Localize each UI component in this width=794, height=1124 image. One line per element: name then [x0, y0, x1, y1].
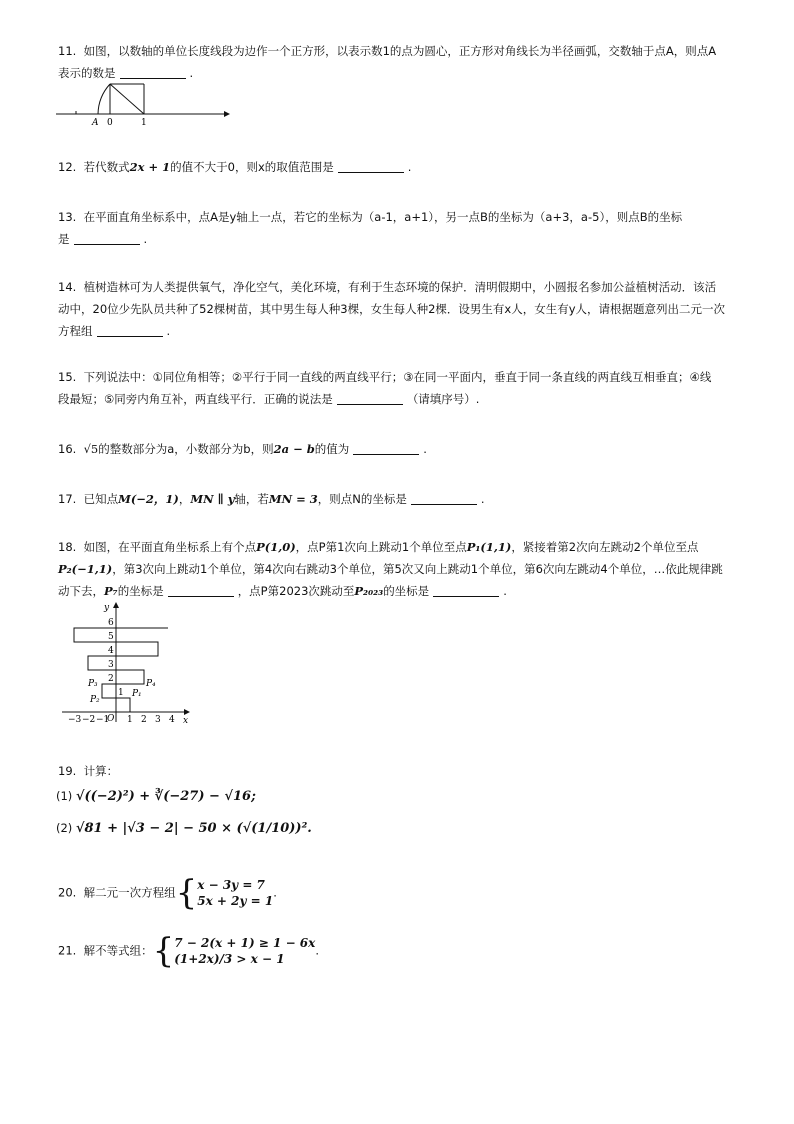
question-number: 19.	[58, 764, 77, 778]
answer-blank	[338, 158, 404, 173]
math-expression: 2a − b	[273, 442, 315, 456]
tick-0-label: 0	[107, 118, 113, 128]
question-text: ，点P第1次向上跳动1个单位至点	[295, 540, 467, 554]
punctuation: .	[273, 885, 277, 900]
math-expression: √((−2)²) + ∛(−27) − √16;	[75, 789, 256, 804]
question-text: 动下去，	[58, 584, 104, 598]
question-19-part-2	[56, 818, 746, 839]
question-12: 12. 若代数式2x + 1的值不大于0，则x的取值范围是 .	[58, 160, 412, 174]
part-label: (1)	[56, 789, 73, 803]
question-number: 17.	[58, 492, 77, 506]
question-text: 已知点	[83, 492, 119, 506]
question-text: 若代数式	[83, 160, 130, 174]
question-19-part-1	[56, 786, 746, 807]
x-tick-label: −3	[68, 715, 82, 725]
y-axis-label: y	[104, 603, 110, 613]
point-label: P₂	[90, 695, 100, 705]
question-text: 下列说法中：①同位角相等；②平行于同一直线的两直线平行；③在同一平面内，垂直于同一条直线的两直线互相垂直；④线	[83, 370, 712, 384]
math-point: P₇	[104, 584, 118, 598]
question-11: 11. 如图，以数轴的单位长度线段为边作一个正方形，以表示数1的点为圆心，正方形对角线长为半径画弧，交数轴于点A，则点A 表示的数是 .	[58, 44, 717, 80]
question-number: 12.	[58, 160, 77, 174]
answer-blank	[168, 582, 234, 597]
question-number: 20.	[58, 885, 77, 900]
question-text: ，紧接着第2次向左跳动2个单位至点	[511, 540, 699, 554]
x-tick-label: 3	[155, 715, 161, 725]
question-text: 在平面直角坐标系中，点A是y轴上一点，若它的坐标为（a-1，a+1），另一点B的坐标为（a+3，a-5），则点B的坐标	[83, 210, 683, 224]
x-tick-label: 1	[127, 715, 133, 725]
row-label: 4	[108, 646, 114, 656]
answer-blank	[97, 322, 163, 337]
equation-system	[197, 877, 273, 909]
question-19	[58, 760, 748, 782]
answer-blank	[74, 230, 140, 245]
row-label: 6	[108, 618, 114, 628]
row-label: 5	[108, 632, 114, 642]
question-20	[58, 873, 748, 913]
math-parallel: MN ∥ y	[190, 492, 235, 506]
row-label: 1	[118, 688, 124, 698]
question-text: 表示的数是	[58, 66, 116, 80]
math-point: P₂(−1,1)	[58, 562, 113, 576]
question-text: 的值为	[314, 442, 350, 456]
question-14: 14. 植树造林可为人类提供氧气，净化空气，美化环境，有利于生态环境的保护．清明假期中，小圆报名参加公益植树活动．该活 动中，20位少先队员共种了52棵树苗，其中男生每人种3棵，女生每人种2棵．设男生有x人，女生有y人，请根据题意列出二元一次 方程组 .	[58, 276, 748, 342]
question-text: 如图，在平面直角坐标系上有个点	[83, 540, 257, 554]
math-point: P₂₀₂₃	[354, 584, 384, 598]
inequality: (1+2x)/3 > x − 1	[174, 952, 285, 966]
point-label: P₁	[132, 689, 142, 699]
question-number: 13.	[58, 210, 77, 224]
question-text: 植树造林可为人类提供氧气，净化空气，美化环境，有利于生态环境的保护．清明假期中，小圆报名参加公益植树活动．该活	[83, 280, 717, 294]
question-text: 的坐标是	[117, 584, 164, 598]
math-point-m: M(−2，1)	[118, 492, 179, 506]
x-tick-label: 4	[169, 715, 175, 725]
jump-path	[74, 628, 168, 712]
origin-label: O	[107, 714, 115, 724]
x-axis-label: x	[183, 716, 189, 726]
question-text: 的整数部分为a，小数部分为b，则	[98, 442, 274, 456]
row-label: 2	[108, 674, 114, 684]
question-text: ，则点N的坐标是	[317, 492, 407, 506]
sqrt-expression: √5	[83, 442, 99, 456]
answer-blank	[120, 64, 186, 79]
question-text: （请填序号）.	[406, 392, 480, 406]
question-text: 段最短；⑤同旁内角互补，两直线平行．正确的说法是	[58, 392, 333, 406]
left-brace: {	[152, 931, 175, 971]
point-label: P₃	[88, 679, 98, 689]
row-label: 3	[108, 660, 114, 670]
question-text: 解不等式组：	[83, 943, 153, 958]
question-number: 11.	[58, 44, 77, 58]
x-tick-label: −2	[82, 715, 96, 725]
answer-blank	[353, 440, 419, 455]
question-text: ，第3次向上跳动1个单位，第4次向右跳动3个单位，第5次又向上跳动1个单位，第6次向左跳动4个单位，…依此规律跳	[112, 562, 723, 576]
answer-blank	[411, 490, 477, 505]
jump-path-figure	[58, 600, 198, 726]
question-number: 21.	[58, 943, 77, 958]
equation: 5x + 2y = 1	[197, 894, 274, 908]
question-15	[58, 366, 748, 410]
question-17: 17. 已知点M(−2，1)，MN ∥ y轴，若MN = 3，则点N的坐标是 .	[58, 492, 485, 506]
question-number: 15.	[58, 370, 77, 384]
question-text: 的值不大于0，则x的取值范围是	[170, 160, 334, 174]
question-text: ，点P第2023次跳动至	[237, 584, 355, 598]
question-18: 18. 如图，在平面直角坐标系上有个点P(1,0)，点P第1次向上跳动1个单位至点P₁(1,1)，紧接着第2次向左跳动2个单位至点 P₂(−1,1)，第3次向上跳动1个单位，第4次向右跳动3个单位，第5次又向上跳动1个单位，第6次向左跳动4个单位，…依此规律跳 动下去，P₇的坐标是 ，点P第2023次跳动至P₂₀₂₃的坐标是 .	[58, 540, 723, 598]
answer-blank	[433, 582, 499, 597]
question-number: 18.	[58, 540, 77, 554]
x-tick-label: −1	[96, 715, 110, 725]
question-13: 13. 在平面直角坐标系中，点A是y轴上一点，若它的坐标为（a-1，a+1），另一点B的坐标为（a+3，a-5），则点B的坐标 是 .	[58, 210, 683, 246]
question-text: 方程组	[58, 324, 93, 338]
question-number: 16.	[58, 442, 77, 456]
inequality: 7 − 2(x + 1) ≥ 1 − 6x	[174, 936, 316, 950]
question-text: 轴，若	[234, 492, 269, 506]
math-point: P(1,0)	[256, 540, 296, 554]
math-expression: 2x + 1	[129, 160, 171, 174]
question-16: 16. √5的整数部分为a，小数部分为b，则2a − b的值为 .	[58, 442, 427, 456]
left-brace: {	[175, 873, 198, 913]
number-line-figure	[52, 80, 232, 130]
question-text: 的坐标是	[383, 584, 430, 598]
question-number: 14.	[58, 280, 77, 294]
inequality-system	[174, 935, 315, 967]
question-text: 动中，20位少先队员共种了52棵树苗，其中男生每人种3棵，女生每人种2棵．设男生有x人，女生有y人，请根据题意列出二元一次	[58, 302, 726, 316]
punctuation: .	[315, 943, 319, 958]
question-text: 解二元一次方程组	[83, 885, 176, 900]
tick-1-label: 1	[141, 118, 147, 128]
question-text: 如图，以数轴的单位长度线段为边作一个正方形，以表示数1的点为圆心，正方形对角线长为半径画弧，交数轴于点A，则点A	[83, 44, 717, 58]
question-text: 是	[58, 232, 70, 246]
answer-blank	[337, 390, 403, 405]
part-label: (2)	[56, 821, 73, 835]
equation: x − 3y = 7	[197, 878, 265, 892]
point-label: P₄	[146, 679, 156, 689]
question-text: 计算：	[83, 764, 119, 778]
math-expression: √81 + |√3 − 2| − 50 × (√(1/10))².	[75, 821, 312, 836]
x-tick-label: 2	[141, 715, 147, 725]
point-a-label: A	[92, 118, 99, 128]
math-point: P₁(1,1)	[466, 540, 512, 554]
math-equation: MN = 3	[268, 492, 318, 506]
question-21	[58, 931, 748, 971]
